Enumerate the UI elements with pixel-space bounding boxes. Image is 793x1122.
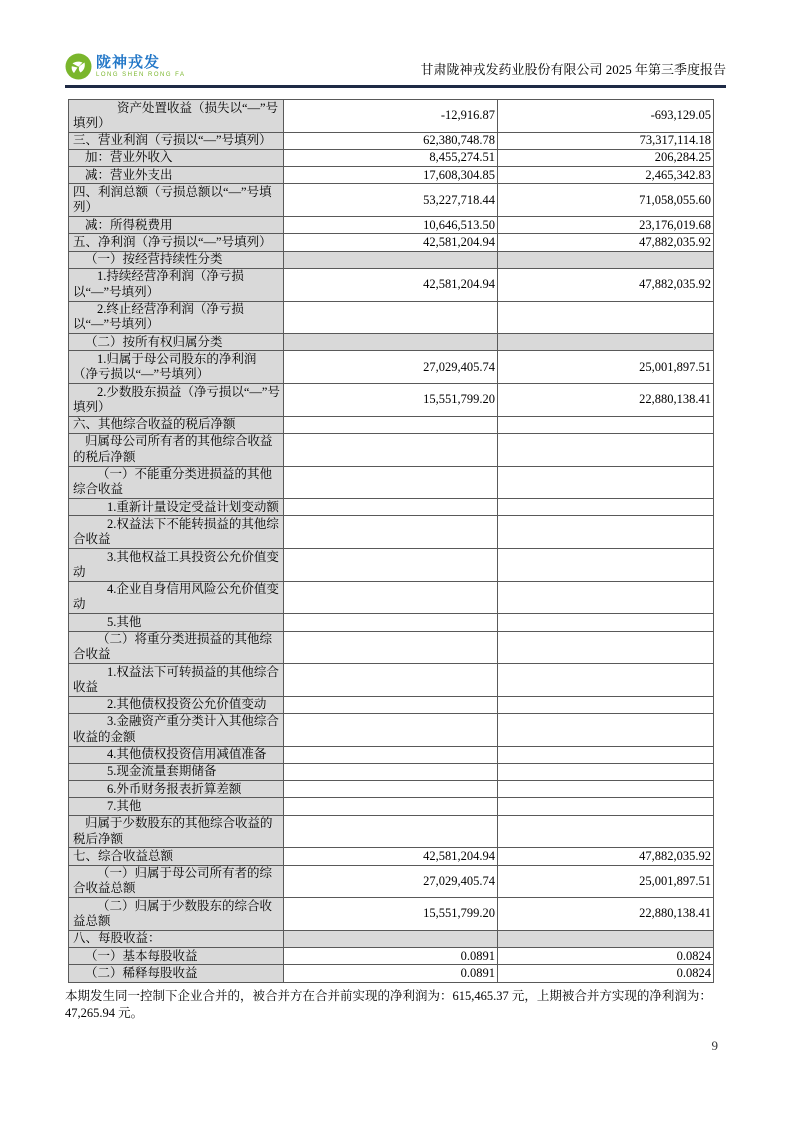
table-row [69,301,714,334]
row-label: 1.归属于母公司股东的净利润（净亏损以“—”号填列） [69,351,284,384]
row-value-prior-period: 25,001,897.51 [498,351,714,384]
row-value-prior-period [498,713,714,746]
row-value-current-period [284,798,498,815]
row-label: （一）不能重分类进损益的其他综合收益 [69,466,284,499]
table-row [69,132,714,149]
row-value-current-period: 15,551,799.20 [284,898,498,931]
row-label: （一）基本每股收益 [69,948,284,965]
row-value-current-period: 0.0891 [284,965,498,982]
table-row [69,798,714,815]
row-value-current-period: 8,455,274.51 [284,149,498,166]
row-label: 1.权益法下可转损益的其他综合收益 [69,664,284,697]
table-row [69,898,714,931]
row-value-prior-period: 47,882,035.92 [498,268,714,301]
table-row [69,614,714,631]
page-number: 9 [711,1038,718,1053]
row-value-prior-period [498,301,714,334]
row-label: 七、综合收益总额 [69,848,284,865]
row-label: （二）稀释每股收益 [69,965,284,982]
company-logo-icon [65,53,92,80]
row-label: 4.其他债权投资信用减值准备 [69,746,284,763]
header-divider [65,85,726,88]
row-value-current-period [284,746,498,763]
row-value-current-period: 27,029,405.74 [284,865,498,898]
row-label: 1.持续经营净利润（净亏损以“—”号填列） [69,268,284,301]
table-row [69,184,714,217]
row-value-current-period [284,466,498,499]
table-row [69,268,714,301]
brand-name-cn: 陇神戎发 [96,54,161,71]
row-value-current-period: 62,380,748.78 [284,132,498,149]
row-value-current-period [284,763,498,780]
row-value-prior-period [498,746,714,763]
table-row [69,499,714,516]
row-label: 减：营业外支出 [69,167,284,184]
table-row [69,516,714,549]
row-value-current-period [284,614,498,631]
table-row [69,334,714,351]
table-row [69,848,714,865]
row-value-prior-period [498,499,714,516]
table-row [69,167,714,184]
row-value-current-period: 53,227,718.44 [284,184,498,217]
row-value-current-period [284,664,498,697]
table-row [69,433,714,466]
row-label: 2.终止经营净利润（净亏损以“—”号填列） [69,301,284,334]
row-value-prior-period: 0.0824 [498,948,714,965]
table-row [69,948,714,965]
row-value-prior-period: 22,880,138.41 [498,384,714,417]
table-row [69,965,714,982]
row-value-current-period: 42,581,204.94 [284,268,498,301]
row-value-prior-period: 23,176,019.68 [498,217,714,234]
row-value-prior-period: 206,284.25 [498,149,714,166]
table-row [69,251,714,268]
company-logo [65,53,186,80]
row-value-current-period [284,499,498,516]
table-row [69,384,714,417]
table-row [69,865,714,898]
row-value-current-period: 0.0891 [284,948,498,965]
row-value-prior-period: 0.0824 [498,965,714,982]
row-value-prior-period [498,581,714,614]
row-value-prior-period: 2,465,342.83 [498,167,714,184]
table-row [69,217,714,234]
row-value-current-period [284,815,498,848]
row-value-prior-period [498,664,714,697]
row-value-current-period: 27,029,405.74 [284,351,498,384]
row-label: 5.现金流量套期储备 [69,763,284,780]
table-row [69,466,714,499]
table-row [69,100,714,133]
row-value-current-period [284,781,498,798]
page-header [65,46,726,80]
table-row [69,351,714,384]
row-label: 1.重新计量设定受益计划变动额 [69,499,284,516]
row-value-current-period [284,251,498,268]
row-label: 减：所得税费用 [69,217,284,234]
row-label: 三、营业利润（亏损以“—”号填列） [69,132,284,149]
row-label: 四、利润总额（亏损总额以“—”号填列） [69,184,284,217]
income-statement-body [69,100,714,983]
table-row [69,149,714,166]
merger-footnote: 本期发生同一控制下企业合并的，被合并方在合并前实现的净利润为：615,465.37 元，上期被合并方实现的净利润为：47,265.94 元。 [65,988,712,1020]
row-value-prior-period [498,930,714,947]
table-row [69,664,714,697]
row-label: 5.其他 [69,614,284,631]
row-value-prior-period: 47,882,035.92 [498,234,714,251]
row-label: （一）归属于母公司所有者的综合收益总额 [69,865,284,898]
row-label: 八、每股收益： [69,930,284,947]
row-value-prior-period [498,549,714,582]
row-value-current-period: 42,581,204.94 [284,234,498,251]
table-row [69,815,714,848]
row-label: （二）将重分类进损益的其他综合收益 [69,631,284,664]
row-value-current-period [284,301,498,334]
row-label: 五、净利润（净亏损以“—”号填列） [69,234,284,251]
row-label: 2.权益法下不能转损益的其他综合收益 [69,516,284,549]
row-label: 资产处置收益（损失以“—”号填列） [69,100,284,133]
row-value-current-period: 42,581,204.94 [284,848,498,865]
row-value-current-period [284,549,498,582]
row-value-current-period [284,516,498,549]
brand-name-en: LONG SHEN RONG FA [96,72,186,78]
row-value-prior-period: 71,058,055.60 [498,184,714,217]
row-value-current-period [284,713,498,746]
row-value-current-period: 17,608,304.85 [284,167,498,184]
row-value-current-period: 10,646,513.50 [284,217,498,234]
row-label: （一）按经营持续性分类 [69,251,284,268]
row-value-current-period [284,433,498,466]
row-value-prior-period [498,251,714,268]
row-value-prior-period [498,631,714,664]
row-value-current-period: -12,916.87 [284,100,498,133]
table-row [69,234,714,251]
table-row [69,631,714,664]
table-row [69,696,714,713]
row-value-current-period: 15,551,799.20 [284,384,498,417]
row-value-prior-period [498,466,714,499]
table-row [69,930,714,947]
row-value-prior-period [498,334,714,351]
table-row [69,713,714,746]
table-row [69,581,714,614]
table-row [69,416,714,433]
row-value-current-period [284,631,498,664]
row-value-current-period [284,696,498,713]
income-statement-table [68,99,714,983]
row-value-prior-period: -693,129.05 [498,100,714,133]
row-value-prior-period: 25,001,897.51 [498,865,714,898]
row-value-prior-period [498,433,714,466]
row-value-current-period [284,581,498,614]
row-value-prior-period: 22,880,138.41 [498,898,714,931]
row-value-current-period [284,416,498,433]
row-value-prior-period [498,781,714,798]
row-value-current-period [284,930,498,947]
row-label: 2.少数股东损益（净亏损以“—”号填列） [69,384,284,417]
table-row [69,549,714,582]
row-value-current-period [284,334,498,351]
company-logo-text [96,55,186,78]
document-title: 甘肃陇神戎发药业股份有限公司 2025 年第三季度报告 [420,62,726,78]
row-value-prior-period [498,815,714,848]
row-label: 归属母公司所有者的其他综合收益的税后净额 [69,433,284,466]
row-label: 六、其他综合收益的税后净额 [69,416,284,433]
row-value-prior-period [498,516,714,549]
table-row [69,781,714,798]
row-value-prior-period [498,763,714,780]
row-label: 4.企业自身信用风险公允价值变动 [69,581,284,614]
row-label: 7.其他 [69,798,284,815]
row-label: 加：营业外收入 [69,149,284,166]
row-value-prior-period: 47,882,035.92 [498,848,714,865]
row-label: 归属于少数股东的其他综合收益的税后净额 [69,815,284,848]
row-label: （二）归属于少数股东的综合收益总额 [69,898,284,931]
row-value-prior-period [498,416,714,433]
row-label: 6.外币财务报表折算差额 [69,781,284,798]
row-value-prior-period [498,614,714,631]
row-label: 3.其他权益工具投资公允价值变动 [69,549,284,582]
row-label: （二）按所有权归属分类 [69,334,284,351]
table-row [69,746,714,763]
row-value-prior-period [498,696,714,713]
table-row [69,763,714,780]
row-value-prior-period [498,798,714,815]
row-label: 2.其他债权投资公允价值变动 [69,696,284,713]
row-value-prior-period: 73,317,114.18 [498,132,714,149]
row-label: 3.金融资产重分类计入其他综合收益的金额 [69,713,284,746]
